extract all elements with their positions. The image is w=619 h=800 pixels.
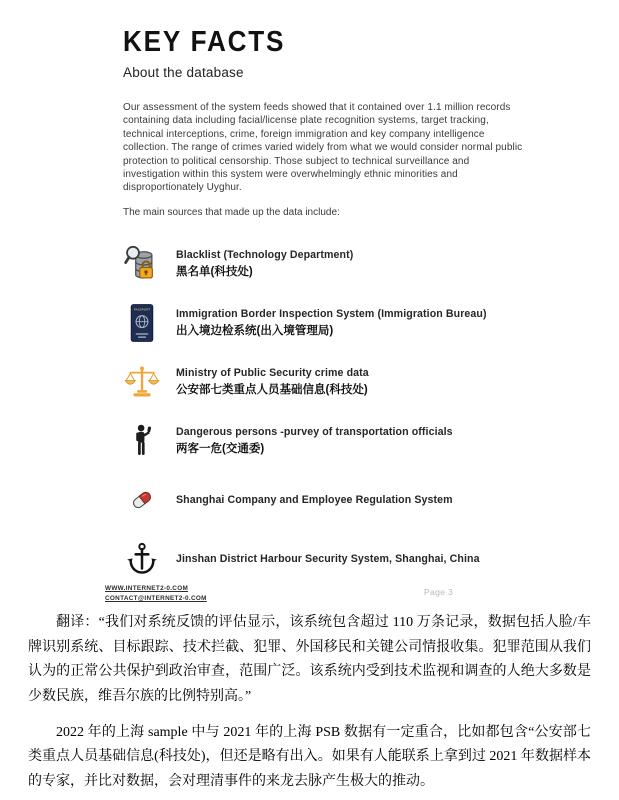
sources-heading: The main sources that made up the data include: — [123, 206, 340, 218]
source-item-mps-crime-data — [123, 360, 525, 404]
report-excerpt — [123, 26, 525, 581]
contact-email-link[interactable]: CONTACT@INTERNET2-0.COM — [105, 594, 207, 602]
source-title: Ministry of Public Security crime data — [176, 366, 369, 379]
page-number: Page 3 — [424, 587, 454, 597]
source-item-jinshan-harbour — [123, 537, 525, 581]
scales-of-justice-icon — [123, 360, 161, 404]
source-title: Immigration Border Inspection System (Immigration Bureau) — [176, 307, 487, 320]
sources-list — [123, 242, 525, 581]
source-item-dangerous-persons — [123, 419, 525, 463]
source-subtitle-cn: 黑名单(科技处) — [176, 265, 253, 278]
source-labels — [176, 249, 353, 279]
source-item-blacklist — [123, 242, 525, 286]
source-item-immigration — [123, 301, 525, 345]
dangerous-person-icon — [123, 419, 161, 463]
source-labels — [176, 494, 453, 506]
source-subtitle-cn: 两客一危(交通委) — [176, 442, 265, 455]
translation-section — [28, 611, 591, 800]
source-subtitle-cn: 公安部七类重点人员基础信息(科技处) — [176, 383, 368, 396]
page-title: KEY FACTS — [123, 26, 286, 58]
footer-links — [105, 584, 207, 603]
translation-paragraph-2: 2022 年的上海 sample 中与 2021 年的上海 PSB 数据有一定重合，比如都包含“公安部七类重点人员基础信息(科技处)，但还是略有出入。如果有人能联系上拿到过 2021 年数据样本的专家，并比对数据，会对理清事件的来龙去脉产生极大的推动。 — [28, 724, 591, 789]
intro-paragraph: Our assessment of the system feeds showed that it contained over 1.1 million records containing data including facial/license plate recognition systems, target tracking, technical interceptions, crime, foreign immigration and key company intelligence collection. The range of crimes varied widely from what we would consider normal public protection to political censorship. Those subject to technical surveillance and investigation within this system were overwhelmingly ethnic minorities and disproportionately Uyghur. — [123, 102, 523, 194]
source-labels — [176, 553, 480, 565]
source-title: Blacklist (Technology Department) — [176, 248, 354, 261]
source-labels — [176, 308, 487, 338]
blacklist-database-lock-icon — [123, 242, 161, 286]
source-item-shanghai-company — [123, 478, 525, 522]
source-subtitle-cn: 出入境边检系统(出入境管理局) — [176, 324, 334, 337]
source-labels — [176, 367, 369, 397]
svg-text:PASSPORT: PASSPORT — [133, 307, 151, 312]
pill-icon — [123, 478, 161, 522]
anchor-icon — [123, 537, 161, 581]
source-title: Jinshan District Harbour Security System, Shanghai, China — [176, 552, 480, 565]
page-subtitle: About the database — [123, 65, 244, 80]
source-title: Shanghai Company and Employee Regulation System — [176, 493, 453, 506]
source-title: Dangerous persons -purvey of transportation officials — [176, 425, 453, 438]
website-link[interactable]: WWW.INTERNET2-0.COM — [105, 585, 189, 592]
translation-paragraph-1: 翻译：“我们对系统反馈的评估显示，该系统包含超过 110 万条记录，数据包括人脸/车牌识别系统、目标跟踪、技术拦截、犯罪、外国移民和关键公司情报收集。犯罪范围从我们认为的正常公共保护到政治审查，范围广泛。该系统内受到技术监视和调查的人绝大多数是少数民族，维吾尔族的比例特别高。” — [28, 615, 591, 704]
source-labels — [176, 426, 453, 456]
passport-icon — [123, 301, 161, 345]
